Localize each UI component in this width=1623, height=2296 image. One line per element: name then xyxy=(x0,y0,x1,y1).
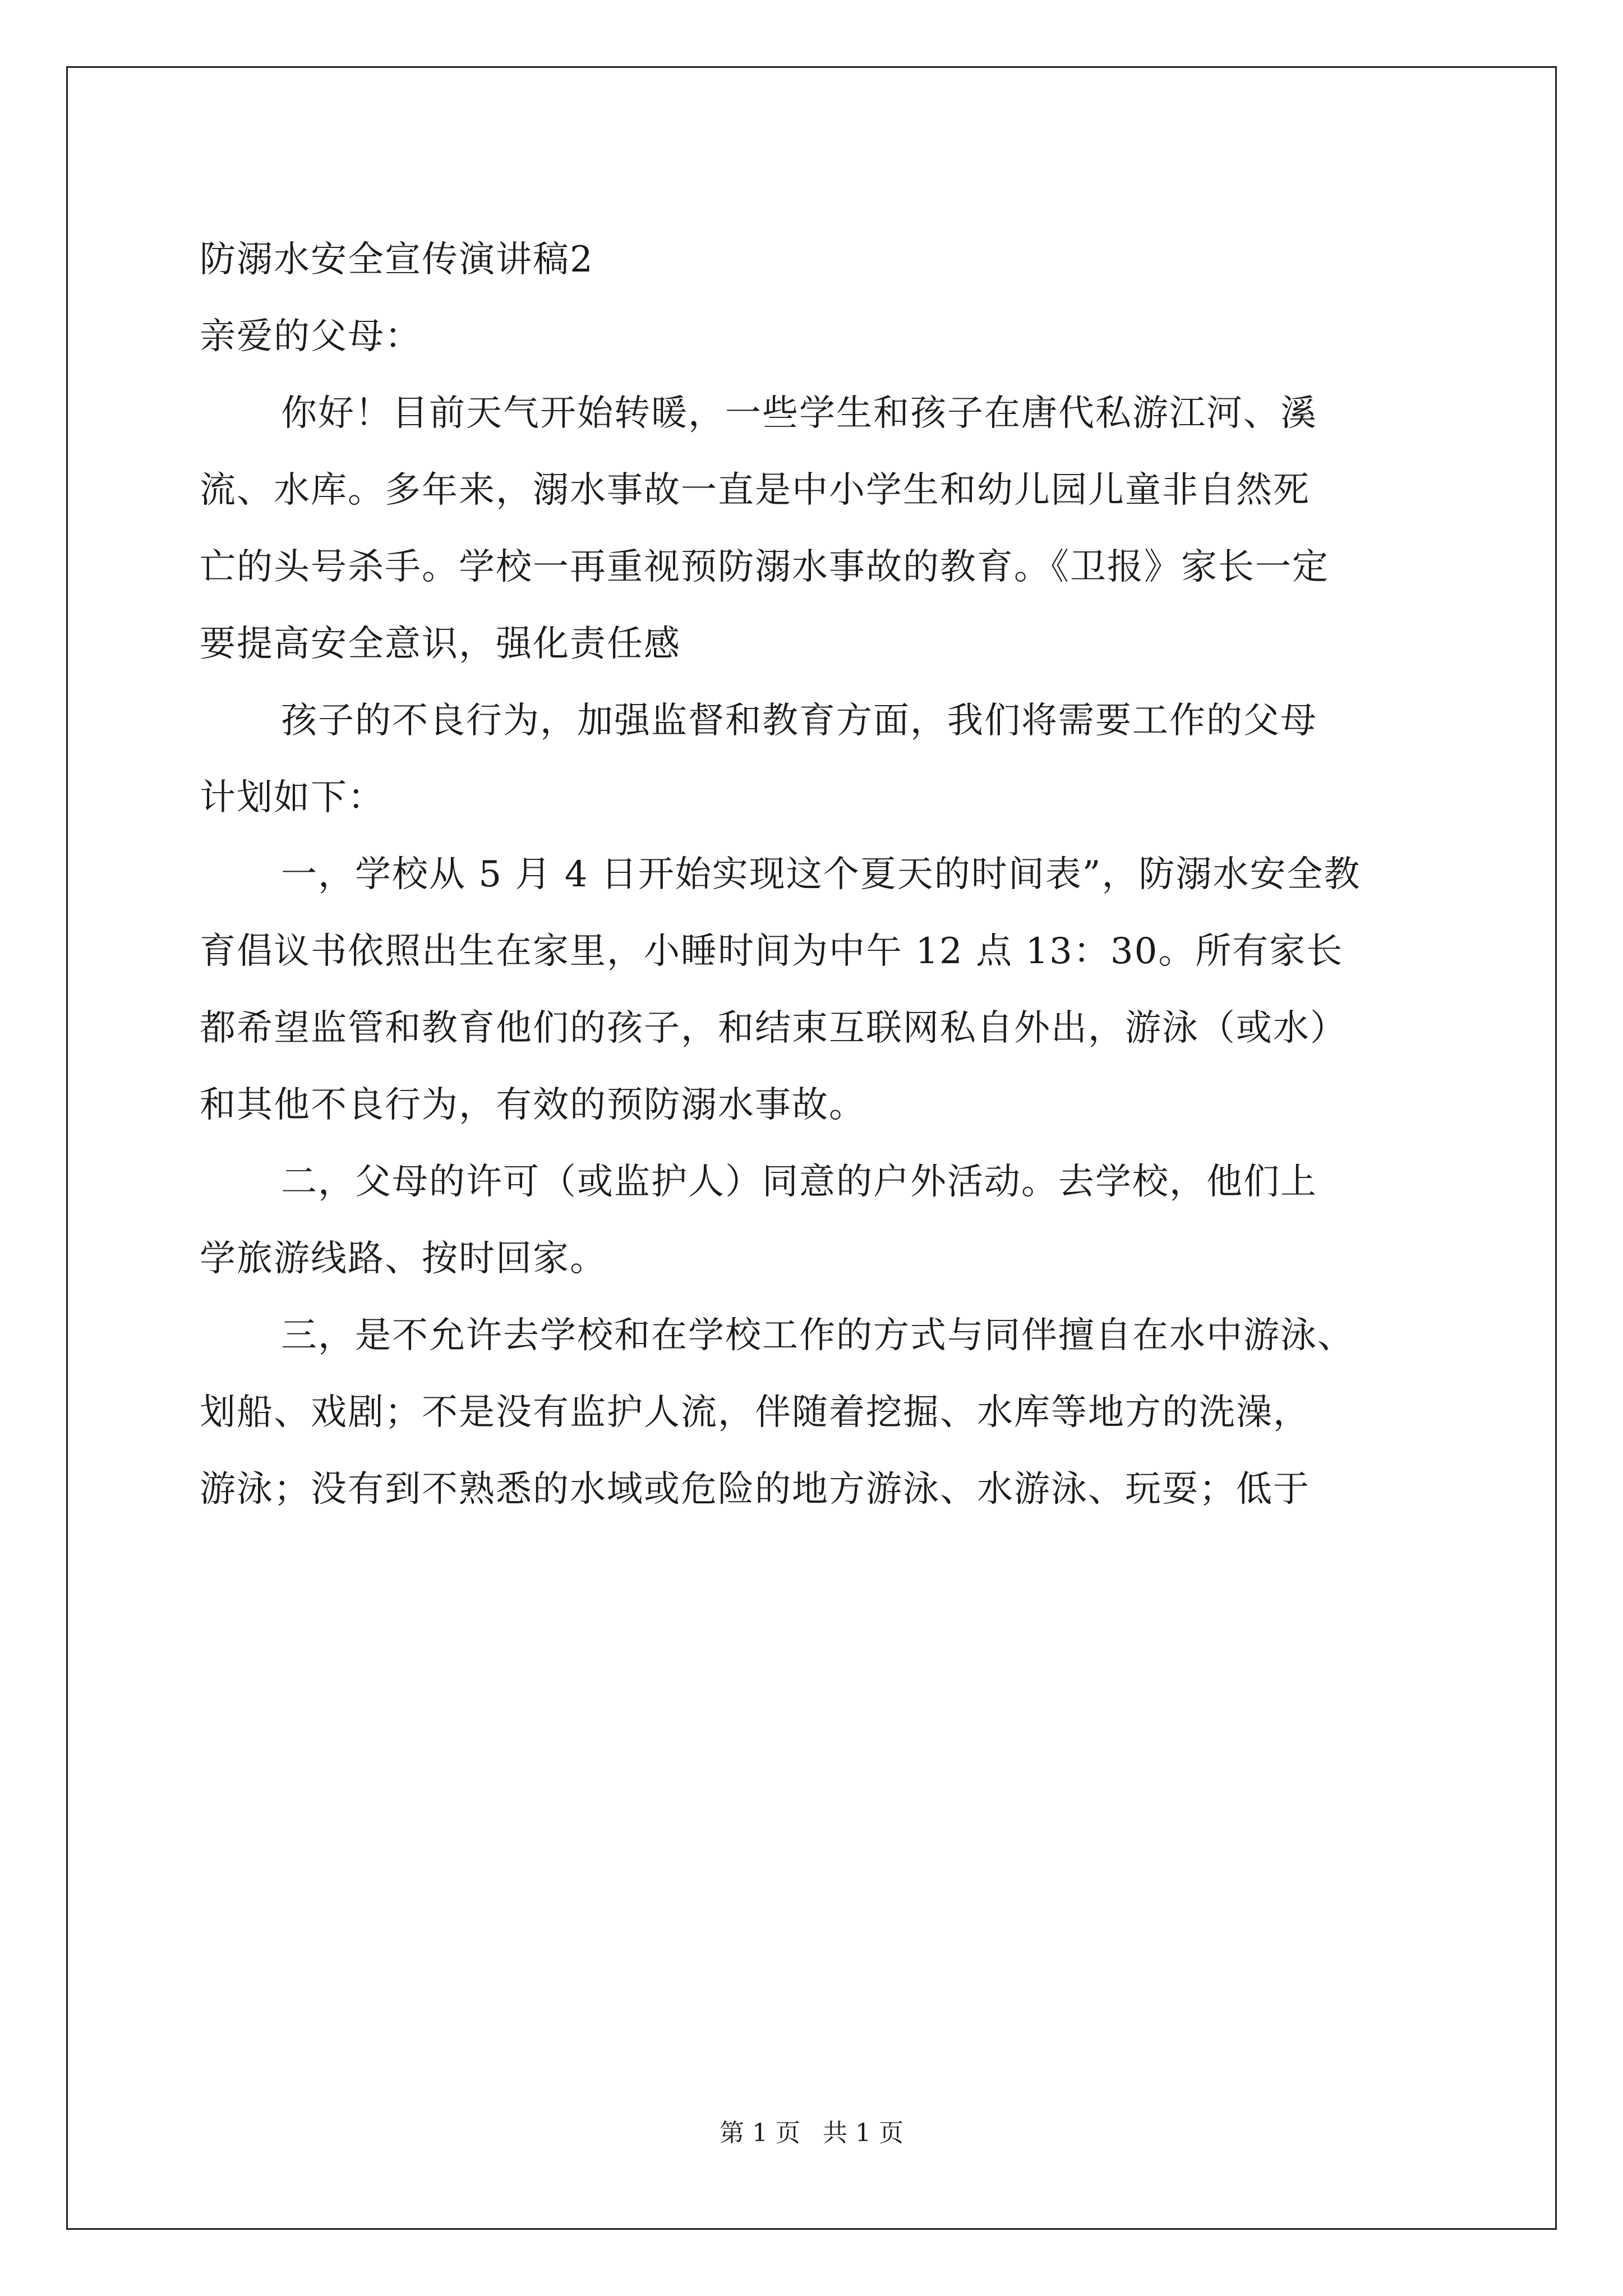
page-footer xyxy=(0,2119,1623,2147)
body-line: 流、水库。多年来，溺水事故一直是中小学生和幼儿园儿童非自然死 xyxy=(200,470,1310,511)
document-body xyxy=(200,222,1456,1528)
salutation: 亲爱的父母： xyxy=(200,316,422,357)
body-line: 和其他不良行为，有效的预防溺水事故。 xyxy=(200,1084,866,1126)
body-line: 孩子的不良行为，加强监督和教育方面，我们将需要工作的父母 xyxy=(281,700,1317,742)
body-lines xyxy=(200,375,1456,1528)
body-line: 都希望监管和教育他们的孩子，和结束互联网私自外出，游泳（或水） xyxy=(200,1007,1347,1049)
body-line: 要提高安全意识，强化责任感 xyxy=(200,623,681,665)
body-line: 三，是不允许去学校和在学校工作的方式与同伴擅自在水中游泳、 xyxy=(281,1315,1354,1356)
body-line: 育倡议书依照出生在家里，小睡时间为中午 12 点 13：30。所有家长 xyxy=(200,931,1344,972)
body-line: 一，学校从 5 月 4 日开始实现这个夏天的时间表”，防溺水安全教 xyxy=(281,854,1361,895)
body-line: 你好！目前天气开始转暖，一些学生和孩子在唐代私游江河、溪 xyxy=(281,393,1317,434)
document-title: 防溺水安全宣传演讲稿2 xyxy=(200,239,594,280)
page-total: 共 1 页 xyxy=(823,2119,903,2147)
page-number: 第 1 页 xyxy=(720,2119,800,2147)
body-line: 亡的头号杀手。学校一再重视预防溺水事故的教育。《卫报》家长一定 xyxy=(200,546,1329,588)
body-line: 学旅游线路、按时回家。 xyxy=(200,1238,607,1280)
body-line: 划船、戏剧；不是没有监护人流，伴随着挖掘、水库等地方的洗澡， xyxy=(200,1392,1310,1433)
body-line: 计划如下： xyxy=(200,777,385,818)
body-line: 二，父母的许可（或监护人）同意的户外活动。去学校，他们上 xyxy=(281,1161,1317,1203)
body-line: 游泳；没有到不熟悉的水域或危险的地方游泳、水游泳、玩耍；低于 xyxy=(200,1469,1310,1510)
